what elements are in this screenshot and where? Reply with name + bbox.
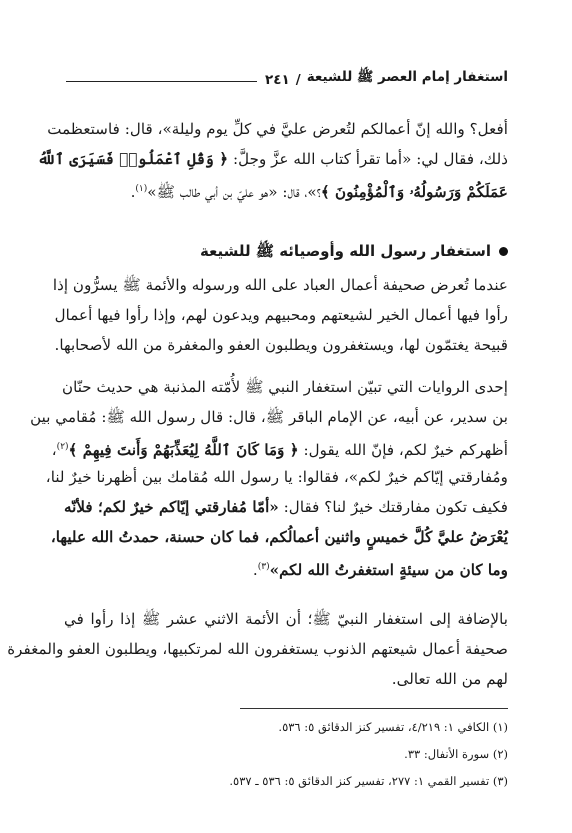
paragraph-4 [7, 604, 508, 694]
text-run: ذلك، فقال لي: «أما تقرأ كتاب الله عزَّ وجلَّ: [228, 150, 508, 168]
hadith-quote: «أمّا مُفارقتي إيّاكم خيرٌ لكم؛ فلأنّه [64, 498, 279, 516]
text-line: إحدى الروايات التي تبيّن استغفار النبي ﷺ لأُمّته المذنبة هي حديث حنّان [61, 378, 508, 396]
paragraph-2 [52, 270, 508, 360]
text-line: بن سدير، عن أبيه، عن الإمام الباقر ﷺ، قال: قال رسول الله ﷺ: مُقامي بين [30, 408, 508, 426]
text-run: فكيف تكون مفارقتك خيرٌ لنا؟ فقال: [278, 498, 508, 516]
text-line: بالإضافة إلى استغفار النبيّ ﷺ؛ أن الأئمة الاثني عشر ﷺ إذا رأوا في [64, 610, 508, 628]
text-line: عندما تُعرض صحيفة أعمال العباد على الله ورسوله والأئمة ﷺ يسرُّون إذا [52, 276, 508, 294]
text-line: قبيحة يغتمّون لها، ويستغفرون ويطلبون العفو والمغفرة من الله لأصحابها. [54, 336, 508, 354]
footnote-ref[interactable]: (٣) [257, 562, 270, 572]
paragraph-3 [30, 372, 508, 582]
text-run: ، [51, 441, 57, 460]
quran-verse: عَمَلَكُمْ وَرَسُولُهُۥ وَٱلْمُؤْمِنُونَ ﴾ [320, 183, 508, 202]
text-run: أظهركم خيرٌ لكم، فإنّ الله يقول: [298, 441, 508, 460]
footnotes [64, 714, 508, 795]
text-line [64, 492, 508, 522]
bullet-icon [499, 247, 508, 256]
paragraph-1 [37, 114, 508, 204]
section-heading [200, 236, 508, 266]
section-title: استغفار رسول الله وأوصيائه ﷺ للشيعة [199, 242, 491, 260]
hadith-quote: وما كان من سيئةٍ استغفرتُ الله لكم» [269, 561, 508, 580]
footnote-ref[interactable]: (١) [135, 184, 148, 194]
hadith-quote-line: يُعْرَضُ عليَّ كُلَّ خميسٍ واثنين أعمالُكم، فما كان حسنة، حمدتُ الله عليها، [50, 528, 508, 546]
text-line [64, 552, 508, 582]
running-title: استغفار إمام العصر ﷺ للشيعة [306, 69, 508, 85]
page-number: ٢٤١ [265, 72, 290, 88]
text-line: صحيفة أعمال شيعتهم الذنوب يستغفرون الله لمرتكبيها، ويطلبون العفو والمغفرة [7, 640, 508, 658]
text-line [64, 174, 508, 204]
text-run: ؟»، قال: «هو عليّ بن أبي طالب ﷺ» [147, 183, 321, 202]
text-line [51, 432, 508, 462]
header-rule [66, 81, 257, 82]
quran-verse: ﴿ وَمَا كَانَ ٱللَّهُ لِيُعَذِّبَهُمْ وَأَنتَ فِيهِمْ ﴾ [68, 441, 299, 460]
footnote-ref[interactable]: (٢) [56, 442, 69, 452]
footnote-rule [240, 708, 508, 709]
text-run: . [252, 561, 258, 580]
running-header [66, 64, 508, 88]
text-line: لهم من الله تعالى. [391, 670, 508, 688]
text-line: أفعل؟ والله إنّ أعمالكم لتُعرض عليَّ في كلِّ يوم وليلة»، قال: فاستعظمت [47, 120, 508, 138]
footnote-2: (٢) سورة الأنفال: ٣٣. [404, 747, 508, 761]
text-run: . [130, 183, 136, 202]
text-line: ومُفارقتي إيّاكم خيرٌ لكم»، فقالوا: يا رسول الله مُقامك بين أظهرنا خيرٌ لنا، [45, 468, 508, 486]
text-line [37, 144, 508, 174]
footnote-3: (٣) تفسير القمي ١: ٢٧٧، تفسير كنز الدقائق ٥: ٥٣٦ ـ ٥٣٧. [229, 774, 508, 788]
footnote-1: (١) الكافي ١: ٤/٢١٩، تفسير كنز الدقائق ٥: ٥٣٦. [278, 720, 508, 734]
text-line: رأوا فيها أعمال الخير لشيعتهم ومحبيهم ويدعون لهم، وإذا رأوا فيها أعمال [54, 306, 508, 324]
quran-verse: ﴿ وَقُلِ ٱعْمَلُوا۟ فَسَيَرَى ٱللَّهُ [37, 150, 229, 168]
header-separator: / [295, 72, 301, 88]
